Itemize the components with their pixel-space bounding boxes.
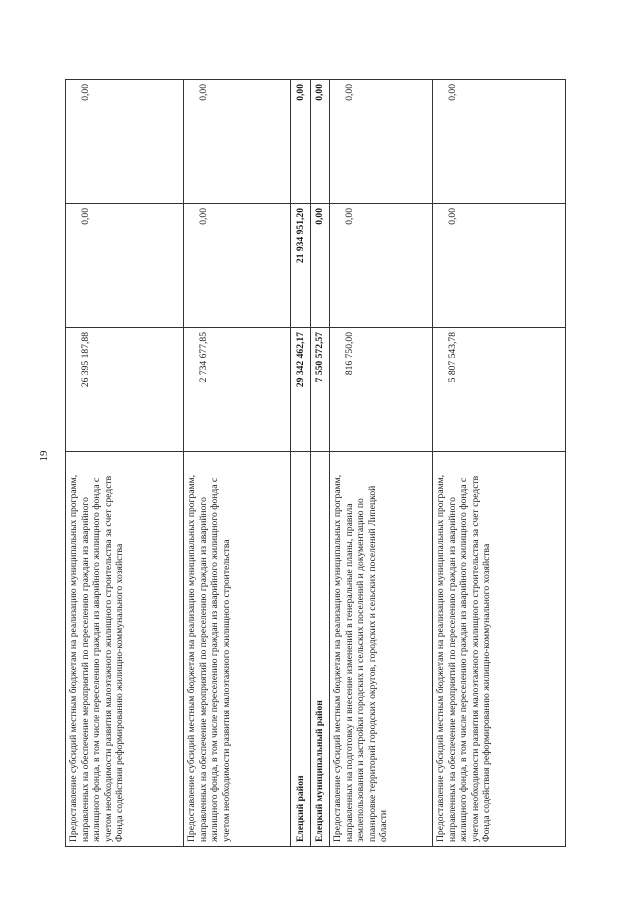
row-value-2: 0,00 <box>433 204 566 328</box>
table-row <box>433 80 566 847</box>
row-value-2: 21 934 951,20 <box>291 204 311 328</box>
row-value-3: 0,00 <box>66 80 184 204</box>
row-description: Елецкий район <box>291 452 311 847</box>
row-description: Предоставление субсидий местным бюджетам на реализацию муниципальных программ, направленных на подготовку и внесение изменений в генеральные планы, правила землепользования и застройки городских и сельских поселений и документацию по планировке территорий городских округов, городских и сельских поселений Липецкой области <box>330 452 433 847</box>
page-number: 19 <box>38 450 50 462</box>
row-value-2: 0,00 <box>66 204 184 328</box>
rotated-table-container <box>65 79 565 847</box>
row-value-1: 29 342 462,17 <box>291 328 311 452</box>
table-row <box>66 80 184 847</box>
row-value-2: 0,00 <box>311 204 330 328</box>
budget-table <box>65 79 566 847</box>
row-value-1: 26 395 187,88 <box>66 328 184 452</box>
row-value-3: 0,00 <box>330 80 433 204</box>
table-row <box>330 80 433 847</box>
row-value-1: 816 750,00 <box>330 328 433 452</box>
row-value-1: 5 807 543,78 <box>433 328 566 452</box>
row-value-3: 0,00 <box>291 80 311 204</box>
table-row <box>184 80 291 847</box>
row-value-2: 0,00 <box>184 204 291 328</box>
row-description: Предоставление субсидий местным бюджетам на реализацию муниципальных программ, направленных на обеспечение мероприятий по переселению граждан из аварийного жилищного фонда, в том числе переселению граждан из аварийного жилищного фонда с учетом необходимости развития малоэтажного жилищного строительства <box>184 452 291 847</box>
row-description: Предоставление субсидий местным бюджетам на реализацию муниципальных программ, направленных на обеспечение мероприятий по переселению граждан из аварийного жилищного фонда, в том числе переселению граждан из аварийного жилищного фонда с учетом необходимости развития малоэтажного жилищного строительства за счет средств Фонда содействия реформированию жилищно-коммунального хозяйства <box>66 452 184 847</box>
row-value-3: 0,00 <box>184 80 291 204</box>
table-row-subtotal <box>291 80 311 847</box>
row-value-2: 0,00 <box>330 204 433 328</box>
row-value-1: 2 734 677,85 <box>184 328 291 452</box>
row-description: Предоставление субсидий местным бюджетам на реализацию муниципальных программ, направленных на обеспечение мероприятий по переселению граждан из аварийного жилищного фонда, в том числе переселению граждан из аварийного жилищного фонда с учетом необходимости развития малоэтажного жилищного строительства за счет средств Фонда содействия реформированию жилищно-коммунального хозяйства <box>433 452 566 847</box>
row-value-3: 0,00 <box>433 80 566 204</box>
table-row-subtotal <box>311 80 330 847</box>
row-value-1: 7 550 572,57 <box>311 328 330 452</box>
row-value-3: 0,00 <box>311 80 330 204</box>
row-description: Елецкий муниципальный район <box>311 452 330 847</box>
